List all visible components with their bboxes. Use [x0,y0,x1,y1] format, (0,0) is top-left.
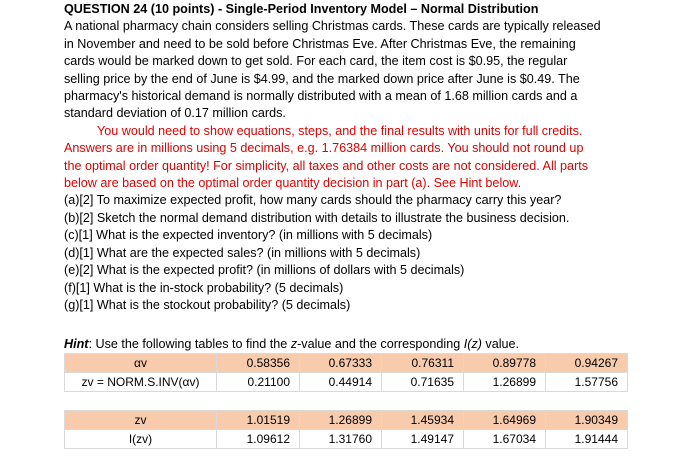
hint-z: z [290,337,298,351]
table-row [65,373,628,392]
hint-iz: I(z) [463,337,482,351]
table-cell: 0.71635 [382,373,464,392]
part-f: (f)[1] What is the in-stock probability? (5 decimals) [64,280,344,295]
part-c: (c)[1] What is the expected inventory? (in millions with 5 decimals) [64,228,433,243]
table-row [65,411,628,430]
table-row [65,354,628,373]
instruction-line: Answers are in millions using 5 decimals, e.g. 1.76384 million cards. You should not round up [64,141,584,156]
table-cell: 1.91444 [546,430,628,449]
body-line: A national pharmacy chain considers selling Christmas cards. These cards are typically released [64,19,601,34]
question-title: QUESTION 24 (10 points) - Single-Period Inventory Model – Normal Distribution [64,2,539,16]
table-cell: 1.57756 [546,373,628,392]
table-cell: I(zv) [65,430,217,449]
hint-text [64,336,519,353]
table-cell: 0.89778 [464,354,546,373]
hint-text-c: value. [481,337,520,351]
part-a: (a)[2] To maximize expected profit, how many cards should the pharmacy carry this year? [64,193,562,208]
table-cell: 1.90349 [546,411,628,430]
hint-text-a: : Use the following tables to find the [88,337,291,351]
table-cell: zv = NORM.S.INV(αv) [65,373,217,392]
part-g: (g)[1] What is the stockout probability? (5 decimals) [64,297,351,312]
instruction-line: below are based on the optimal order quantity decision in part (a). See Hint below. [64,176,522,191]
table-cell: 1.31760 [300,430,382,449]
table-cell: 1.49147 [382,430,464,449]
table-cell: 1.09612 [217,430,300,449]
table-cell: zv [65,411,217,430]
table-cell: αv [65,354,217,373]
hint-label: Hint [64,337,89,351]
z-iz-table [64,410,628,449]
table-cell: 0.21100 [217,373,300,392]
part-e: (e)[2] What is the expected profit? (in millions of dollars with 5 decimals) [64,263,465,278]
instruction-line: You would need to show equations, steps, and the final results with units for full credits. [97,123,583,138]
part-b: (b)[2] Sketch the normal demand distribution with details to illustrate the business decision. [64,210,570,225]
table-cell: 0.67333 [300,354,382,373]
question-block [64,1,684,314]
table-cell: 1.64969 [464,411,546,430]
part-d: (d)[1] What are the expected sales? (in millions with 5 decimals) [64,245,421,260]
table-cell: 0.58356 [217,354,300,373]
table-cell: 0.44914 [300,373,382,392]
body-line: selling price by the end of June is $4.99, and the marked down price after June is $0.49. The [64,71,580,86]
body-line: cards would be marked down to get sold. For each card, the item cost is $0.95, the regular [64,54,568,69]
table-cell: 1.01519 [217,411,300,430]
body-line: pharmacy's historical demand is normally distributed with a mean of 1.68 million cards and a [64,89,578,104]
table-cell: 1.26899 [300,411,382,430]
hint-text-b: -value and the corresponding [297,337,464,351]
instruction-line: the optimal order quantity! For simplicity, all taxes and other costs are not considered. All parts [64,158,589,173]
body-line: standard deviation of 0.17 million cards. [64,106,286,121]
table-cell: 1.26899 [464,373,546,392]
table-cell: 1.45934 [382,411,464,430]
table-cell: 0.94267 [546,354,628,373]
table-row [65,430,628,449]
table-cell: 1.67034 [464,430,546,449]
alpha-z-table [64,353,628,392]
body-line: in November and need to be sold before Christmas Eve. After Christmas Eve, the remaining [64,36,576,51]
table-cell: 0.76311 [382,354,464,373]
